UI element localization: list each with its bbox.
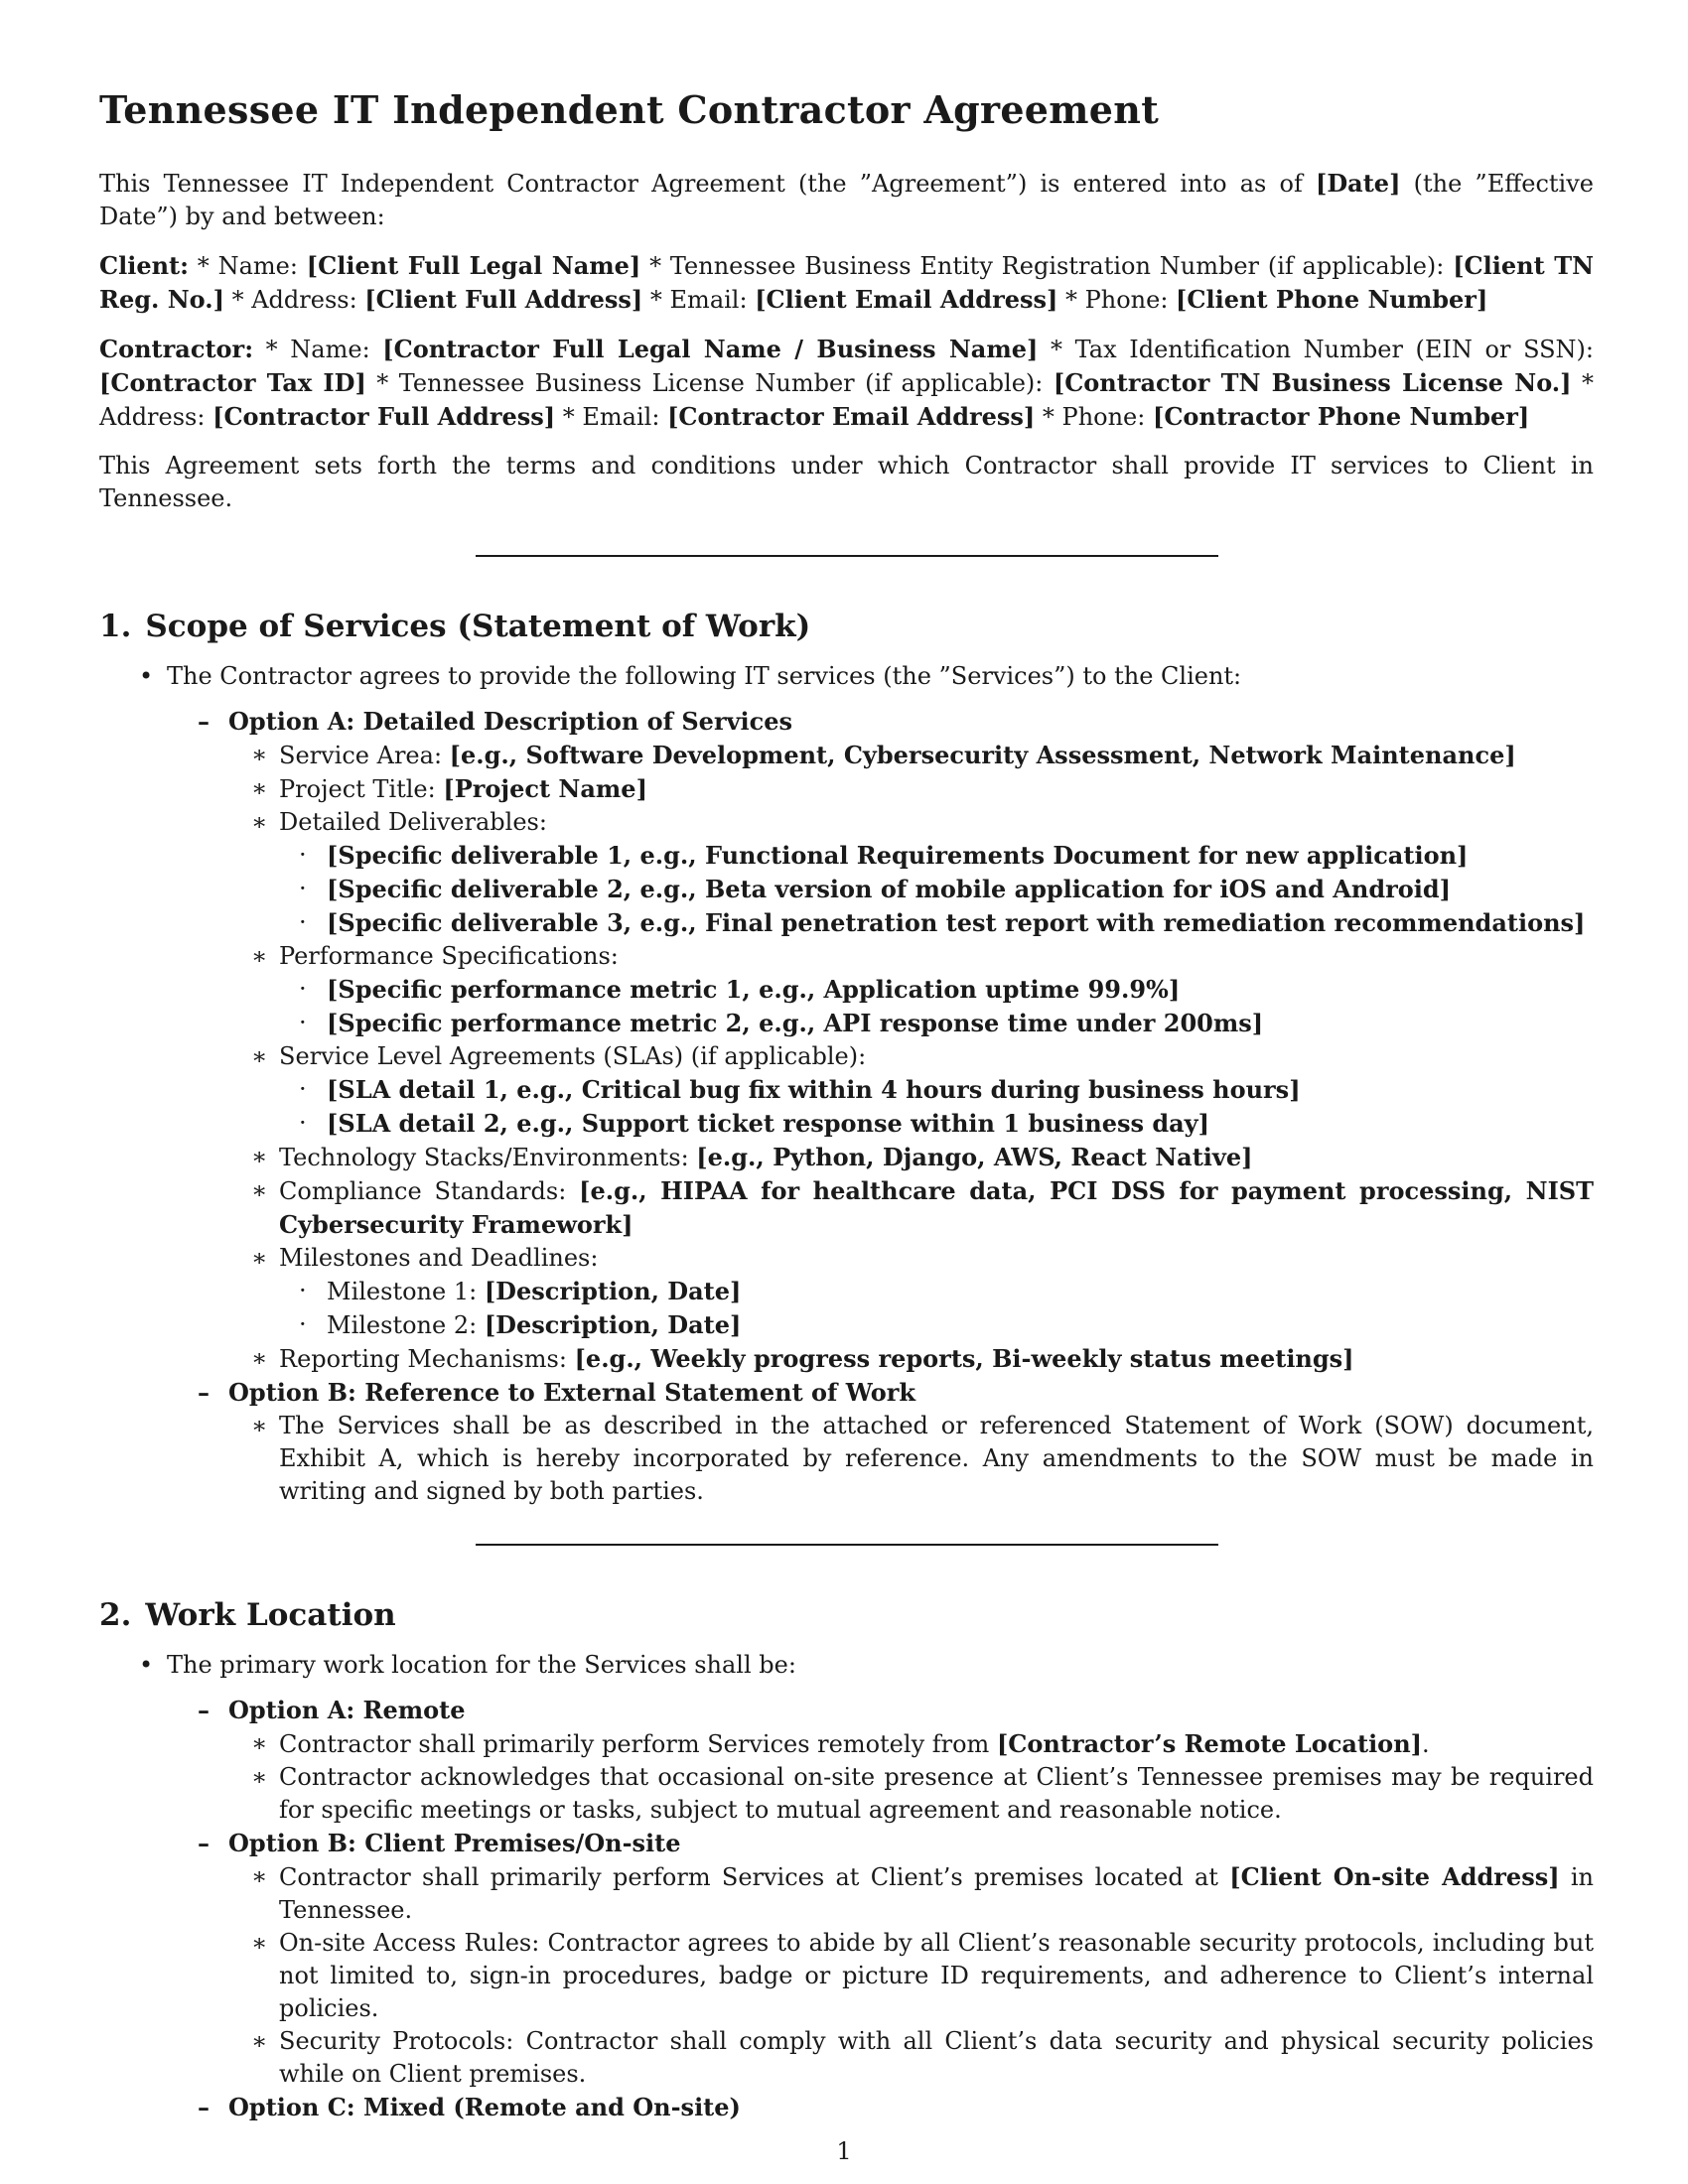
star-bullet-icon: ∗	[251, 1729, 268, 1757]
section-number: 2.	[99, 1597, 132, 1633]
client-name-placeholder: [Client Full Legal Name]	[306, 251, 641, 280]
client-address-label: * Address:	[223, 286, 365, 314]
list-item	[99, 1342, 1594, 1376]
star-bullet-icon: ∗	[251, 1042, 268, 1070]
option-heading	[99, 2091, 1594, 2124]
star-bullet-icon: ∗	[251, 1412, 268, 1439]
list-item	[99, 660, 1594, 693]
list-item-text: On-site Access Rules: Contractor agrees to abide by all Client’s reasonable security protocols, including but not limited to, sign-in procedures, badge or picture ID requirements, and adherence to Client’s internal policies.	[279, 1929, 1594, 2022]
section-1-heading	[99, 607, 1594, 646]
contractor-license-label: * Tennessee Business License Number (if applicable):	[365, 369, 1054, 397]
contractor-block	[99, 333, 1594, 434]
option-label: Option C: Mixed (Remote and On-site)	[228, 2093, 741, 2121]
field-placeholder: [Project Name]	[443, 774, 647, 803]
dash-icon: –	[198, 2093, 210, 2121]
list-item-text: The Services shall be as described in the attached or referenced Statement of Work (SOW) document, Exhibit A, which is hereby incorporated by reference. Any amendments to the SOW must be made in writing and signed by both parties.	[279, 1412, 1594, 1505]
sub-list-item	[99, 973, 1594, 1007]
section-divider	[476, 1544, 1218, 1546]
list-item	[99, 1410, 1594, 1508]
field-placeholder: [e.g., Python, Django, AWS, React Native]	[696, 1143, 1253, 1171]
star-bullet-icon: ∗	[251, 1176, 268, 1204]
field-placeholder: [Description, Date]	[484, 1310, 742, 1339]
list-item-text-end: in Tennessee.	[279, 1863, 1595, 1924]
option-heading	[99, 1376, 1594, 1410]
contractor-email-label: * Email:	[555, 403, 668, 431]
section-title: Scope of Services (Statement of Work)	[145, 609, 811, 644]
list-item	[99, 1927, 1594, 2025]
sub-list-item	[99, 1073, 1594, 1107]
contractor-tax-placeholder: [Contractor Tax ID]	[99, 368, 366, 397]
effective-date-placeholder: [Date]	[1316, 169, 1401, 198]
dash-icon: –	[198, 1829, 210, 1857]
field-placeholder: [Specific performance metric 1, e.g., Application uptime 99.9%]	[327, 975, 1181, 1004]
section-title: Work Location	[145, 1597, 396, 1633]
bullet-icon: •	[139, 1651, 154, 1679]
section-2-heading	[99, 1595, 1594, 1635]
section-divider	[476, 555, 1218, 557]
list-item	[99, 940, 1594, 973]
dot-bullet-icon: ·	[299, 908, 307, 936]
client-name-label: * Name:	[189, 252, 307, 280]
contractor-label: Contractor:	[99, 335, 254, 363]
field-placeholder: [e.g., HIPAA for healthcare data, PCI DSS for payment processing, NIST Cybersecurity Framework]	[279, 1176, 1594, 1239]
field-label: Technology Stacks/Environments:	[279, 1144, 697, 1171]
star-bullet-icon: ∗	[251, 1143, 268, 1170]
field-placeholder: [SLA detail 1, e.g., Critical bug fix within 4 hours during business hours]	[327, 1075, 1301, 1104]
contractor-address-placeholder: [Contractor Full Address]	[212, 402, 556, 431]
contractor-license-placeholder: [Contractor TN Business License No.]	[1053, 368, 1572, 397]
list-item-text-end: .	[1422, 1730, 1430, 1758]
contractor-email-placeholder: [Contractor Email Address]	[667, 402, 1036, 431]
field-label: Performance Specifications:	[279, 942, 619, 970]
dot-bullet-icon: ·	[299, 841, 307, 869]
list-item	[99, 1040, 1594, 1073]
option-label: Option A: Remote	[228, 1696, 466, 1724]
contractor-phone-label: * Phone:	[1035, 403, 1153, 431]
dash-icon: –	[198, 1378, 210, 1407]
sub-list-item	[99, 839, 1594, 873]
sub-list-item	[99, 873, 1594, 906]
option-heading	[99, 1827, 1594, 1860]
star-bullet-icon: ∗	[251, 808, 268, 836]
star-bullet-icon: ∗	[251, 942, 268, 970]
list-item-text: Contractor acknowledges that occasional on-site presence at Client’s Tennessee premises may be required for specific meetings or tasks, subject to mutual agreement and reasonable notice.	[279, 1763, 1594, 1824]
sub-list-item	[99, 906, 1594, 940]
field-label: Compliance Standards:	[279, 1177, 580, 1205]
document-body	[99, 87, 1594, 2124]
field-label: Milestones and Deadlines:	[279, 1244, 599, 1272]
list-item-text: Security Protocols: Contractor shall comply with all Client’s data security and physical security policies while on Client premises.	[279, 2027, 1594, 2088]
field-label: Reporting Mechanisms:	[279, 1345, 575, 1373]
sub-list-item	[99, 1007, 1594, 1040]
client-reg-placeholder: [Client TN Reg. No.]	[99, 251, 1595, 314]
purpose-paragraph: This Agreement sets forth the terms and conditions under which Contractor shall provide IT services to Client in Tennessee.	[99, 452, 1594, 512]
contractor-tax-label: * Tax Identification Number (EIN or SSN):	[1038, 336, 1594, 363]
client-address-placeholder: [Client Full Address]	[364, 285, 643, 314]
dot-bullet-icon: ·	[299, 1075, 307, 1103]
sub-list-item	[99, 1308, 1594, 1342]
dot-bullet-icon: ·	[299, 875, 307, 902]
intro-text: This Tennessee IT Independent Contractor Agreement (the ”Agreement”) is entered into as of	[99, 170, 1316, 198]
list-item-text: The primary work location for the Services shall be:	[167, 1651, 796, 1679]
field-label: Milestone 2:	[327, 1311, 485, 1339]
page-number: 1	[836, 2137, 852, 2165]
section-number: 1.	[99, 609, 132, 644]
list-item	[99, 1860, 1594, 1927]
bullet-icon: •	[139, 662, 154, 690]
field-label: Detailed Deliverables:	[279, 808, 547, 836]
client-reg-label: * Tennessee Business Entity Registration Number (if applicable):	[640, 252, 1454, 280]
option-heading	[99, 1694, 1594, 1727]
field-placeholder: [Specific performance metric 2, e.g., API response time under 200ms]	[327, 1009, 1264, 1037]
star-bullet-icon: ∗	[251, 774, 268, 802]
field-label: Service Area:	[279, 742, 450, 769]
sub-list-item	[99, 1107, 1594, 1141]
list-item-text: Contractor shall primarily perform Services at Client’s premises located at	[279, 1863, 1230, 1891]
field-placeholder: [Client On-site Address]	[1229, 1862, 1560, 1891]
star-bullet-icon: ∗	[251, 1344, 268, 1372]
list-item-text: Contractor shall primarily perform Services remotely from	[279, 1730, 997, 1758]
field-placeholder: [Specific deliverable 3, e.g., Final penetration test report with remediation recommendations]	[327, 908, 1586, 937]
field-placeholder: [Contractor’s Remote Location]	[996, 1729, 1422, 1758]
list-item-text: The Contractor agrees to provide the following IT services (the ”Services”) to the Client:	[167, 662, 1242, 690]
list-item	[99, 772, 1594, 806]
client-label: Client:	[99, 251, 189, 280]
list-item	[99, 739, 1594, 772]
star-bullet-icon: ∗	[251, 1763, 268, 1791]
client-email-label: * Email:	[642, 286, 756, 314]
field-label: Service Level Agreements (SLAs) (if applicable):	[279, 1042, 867, 1070]
star-bullet-icon: ∗	[251, 1862, 268, 1890]
list-item	[99, 1141, 1594, 1174]
document-title: Tennessee IT Independent Contractor Agreement	[99, 87, 1160, 132]
option-label: Option A: Detailed Description of Services	[228, 707, 793, 736]
dash-icon: –	[198, 707, 210, 736]
list-item	[99, 1242, 1594, 1275]
option-label: Option B: Reference to External Statement of Work	[228, 1378, 915, 1407]
list-item	[99, 2025, 1594, 2091]
dot-bullet-icon: ·	[299, 1109, 307, 1137]
intro-text-end: (the ”Effective Date”) by and between:	[99, 170, 1594, 230]
star-bullet-icon: ∗	[251, 1929, 268, 1957]
dot-bullet-icon: ·	[299, 975, 307, 1003]
star-bullet-icon: ∗	[251, 741, 268, 768]
dash-icon: –	[198, 1696, 210, 1724]
option-heading	[99, 705, 1594, 739]
field-label: Milestone 1:	[327, 1278, 485, 1305]
field-placeholder: [SLA detail 2, e.g., Support ticket response within 1 business day]	[327, 1109, 1209, 1138]
contractor-name-placeholder: [Contractor Full Legal Name / Business Name]	[382, 335, 1039, 363]
list-item	[99, 806, 1594, 839]
field-placeholder: [e.g., Weekly progress reports, Bi-weekly status meetings]	[574, 1344, 1354, 1373]
field-label: Project Title:	[279, 775, 444, 803]
dot-bullet-icon: ·	[299, 1310, 307, 1338]
client-phone-label: * Phone:	[1057, 286, 1177, 314]
dot-bullet-icon: ·	[299, 1277, 307, 1304]
option-label: Option B: Client Premises/On-site	[228, 1829, 681, 1857]
list-item	[99, 1174, 1594, 1242]
list-item	[99, 1761, 1594, 1827]
sub-list-item	[99, 1275, 1594, 1308]
intro-paragraph	[99, 167, 1594, 233]
field-placeholder: [Specific deliverable 2, e.g., Beta version of mobile application for iOS and Android]	[327, 875, 1452, 903]
client-email-placeholder: [Client Email Address]	[755, 285, 1058, 314]
client-phone-placeholder: [Client Phone Number]	[1176, 285, 1488, 314]
dot-bullet-icon: ·	[299, 1009, 307, 1036]
field-placeholder: [Specific deliverable 1, e.g., Functional Requirements Document for new application]	[327, 841, 1469, 870]
contractor-name-label: * Name:	[253, 336, 383, 363]
client-block	[99, 249, 1594, 317]
star-bullet-icon: ∗	[251, 1244, 268, 1272]
field-placeholder: [Description, Date]	[484, 1277, 742, 1305]
star-bullet-icon: ∗	[251, 2027, 268, 2055]
list-item	[99, 1727, 1594, 1761]
contractor-phone-placeholder: [Contractor Phone Number]	[1152, 402, 1530, 431]
field-placeholder: [e.g., Software Development, Cybersecurity Assessment, Network Maintenance]	[449, 741, 1516, 769]
list-item	[99, 1649, 1594, 1682]
contractor-address-label: * Address:	[99, 369, 1594, 431]
